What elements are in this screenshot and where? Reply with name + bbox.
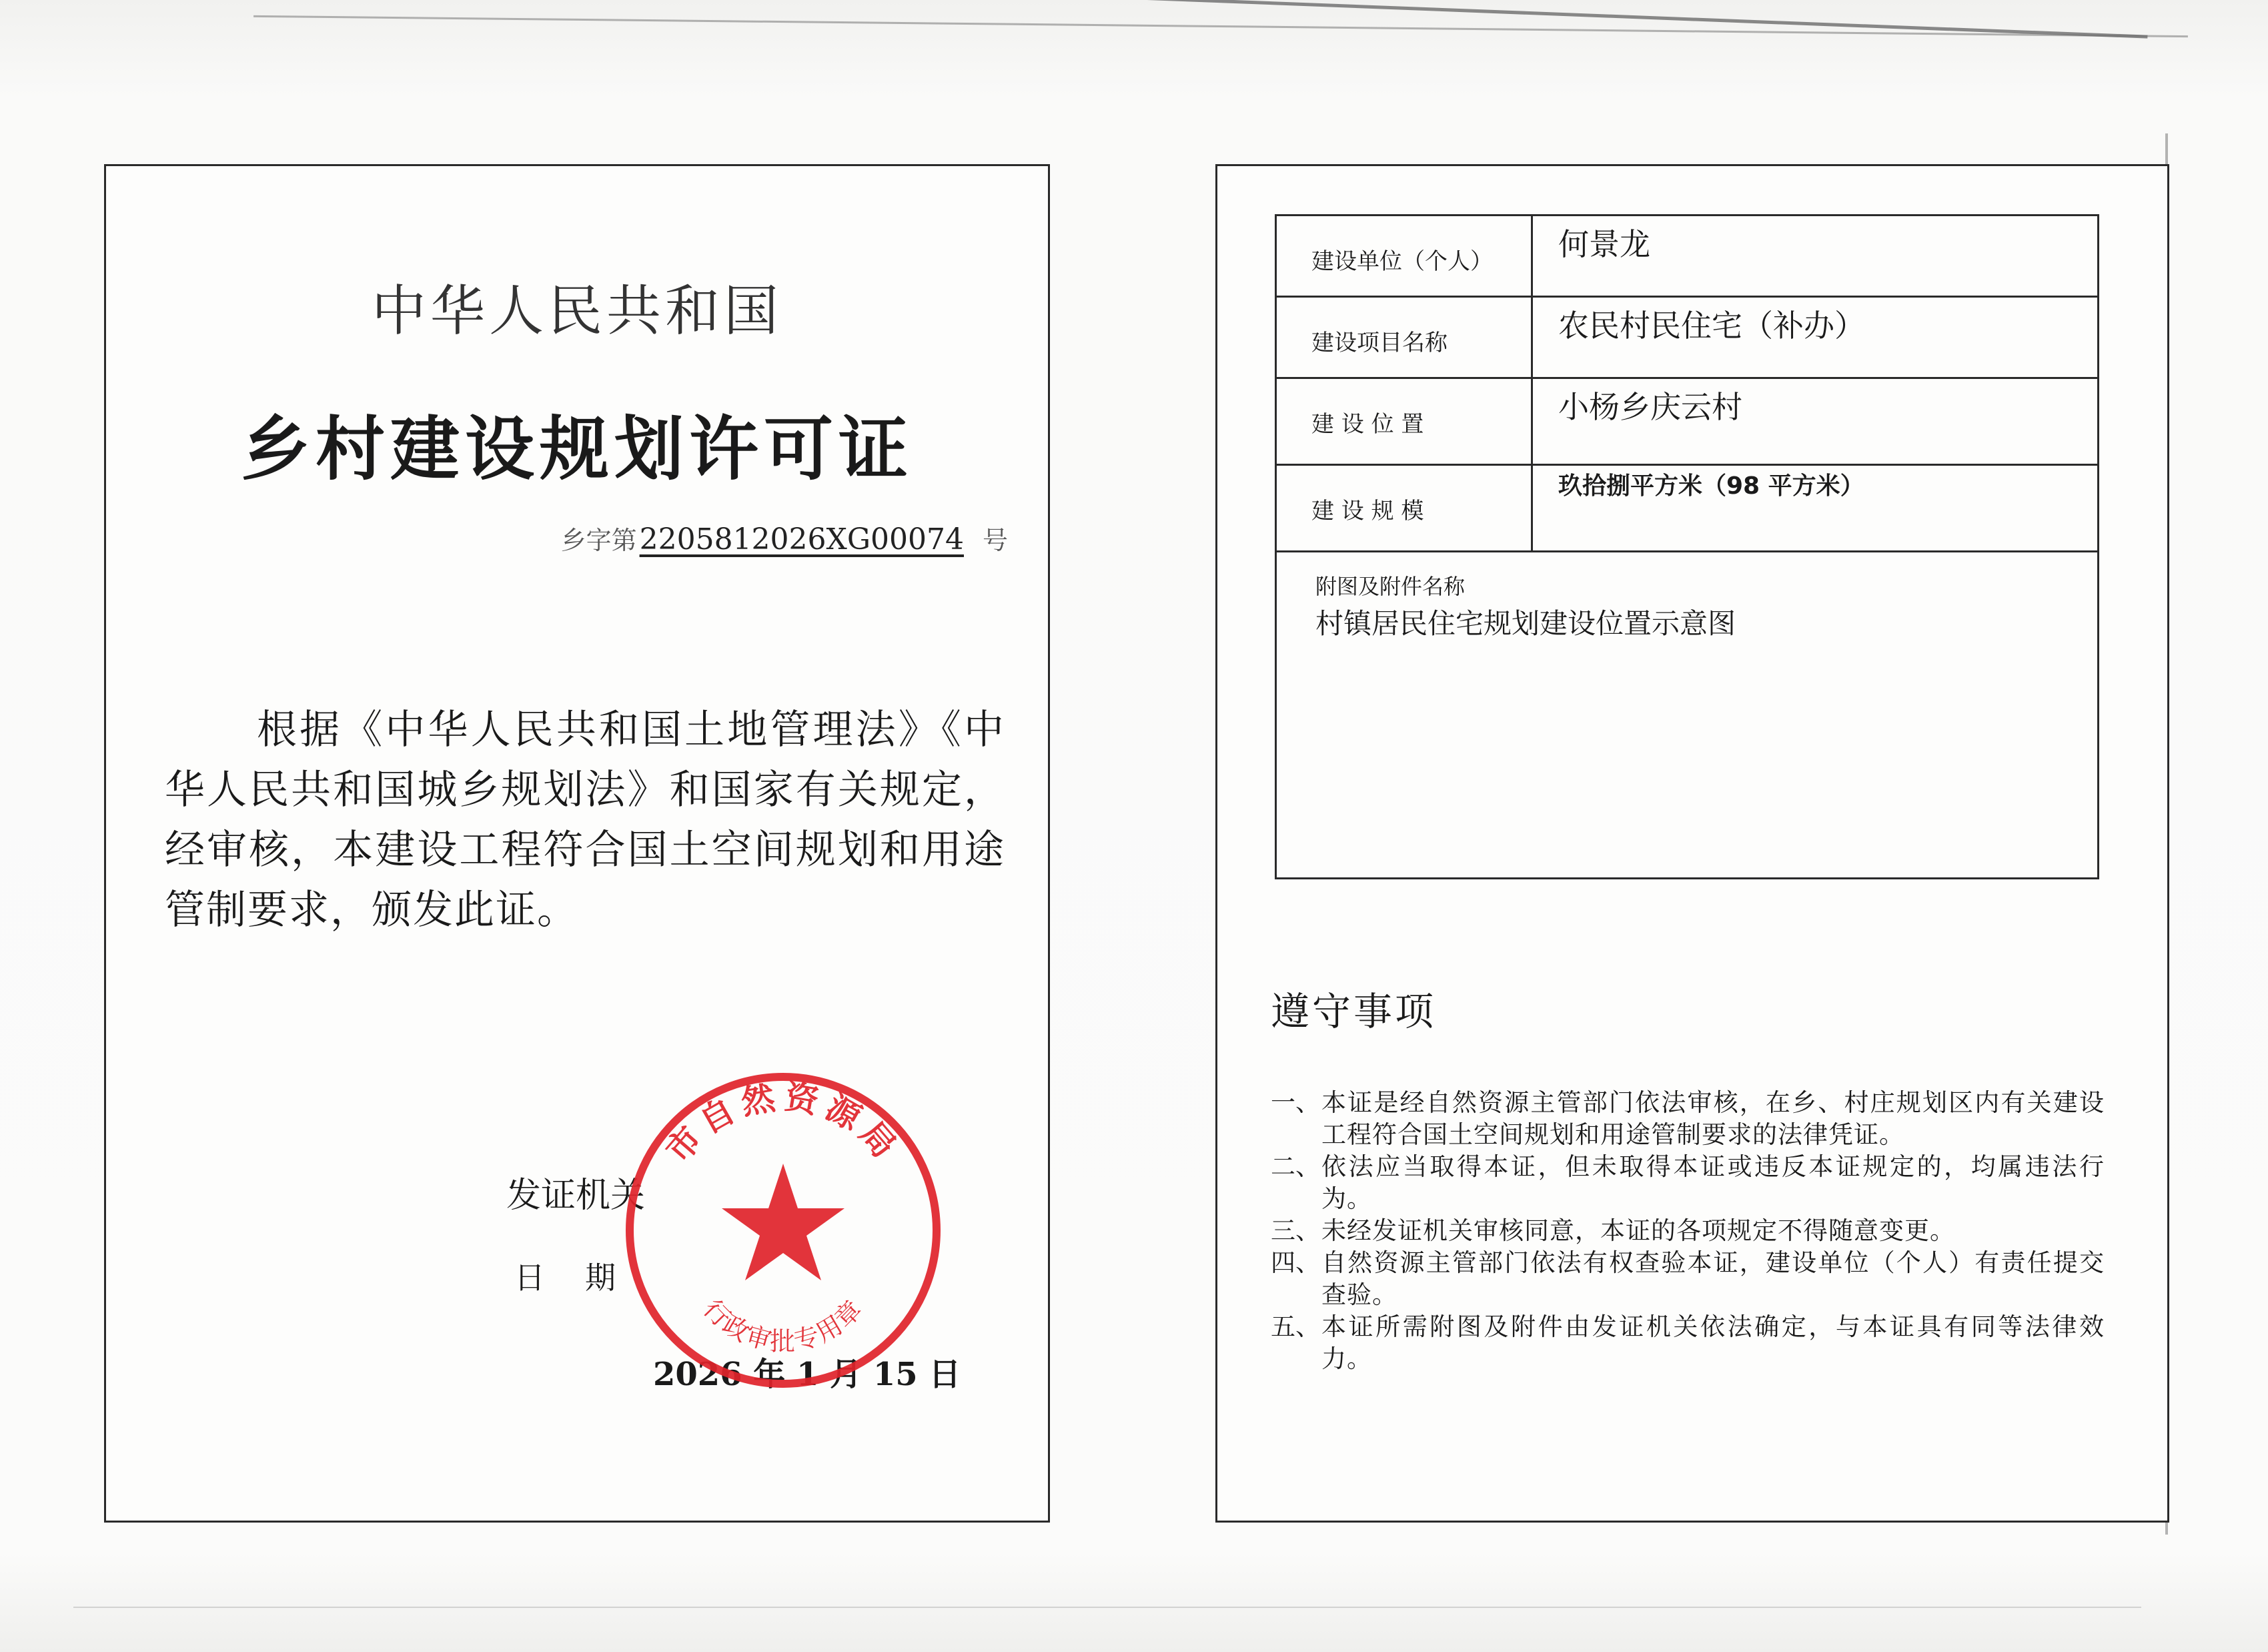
license-title: 乡村建设规划许可证 bbox=[240, 408, 913, 490]
list-item bbox=[1271, 1215, 2105, 1247]
rule-marker: 一、 bbox=[1271, 1088, 1320, 1117]
rules-list bbox=[1271, 1087, 2105, 1375]
builder-value: 何景龙 bbox=[1532, 216, 2099, 297]
rule-text: 未经发证机关审核同意，本证的各项规定不得随意变更。 bbox=[1321, 1216, 1955, 1245]
permit-number: 2205812026XG00074 bbox=[639, 522, 964, 556]
table-row bbox=[1276, 378, 2099, 465]
permit-number-line bbox=[561, 520, 1008, 556]
rule-text: 自然资源主管部门依法有权查验本证，建设单位（个人）有责任提交查验。 bbox=[1321, 1248, 2105, 1309]
seal-text-top: 市自然资源局 bbox=[658, 1077, 908, 1170]
list-item bbox=[1271, 1151, 2105, 1215]
scale-value: 玖拾捌平方米（98 平方米） bbox=[1532, 465, 2099, 552]
location-label: 建 设 位 置 bbox=[1276, 378, 1532, 465]
country-name: 中华人民共和国 bbox=[371, 280, 782, 343]
issuer-label: 发证机关 bbox=[506, 1176, 646, 1216]
table-row bbox=[1276, 465, 2099, 552]
seal-text-bottom: 行政审批专用章 bbox=[697, 1294, 869, 1356]
seal-star-icon bbox=[722, 1164, 844, 1280]
location-value: 小杨乡庆云村 bbox=[1532, 378, 2099, 465]
svg-text:行政审批专用章 bbox=[698, 1294, 869, 1356]
rule-text: 依法应当取得本证，但未取得本证或违反本证规定的，均属违法行为。 bbox=[1321, 1152, 2105, 1213]
license-back-page bbox=[1215, 164, 2169, 1523]
official-seal bbox=[606, 1054, 960, 1407]
list-item bbox=[1271, 1311, 2105, 1375]
project-name-value: 农民村民住宅（补办） bbox=[1532, 297, 2099, 378]
date-label: 日期 bbox=[514, 1260, 656, 1296]
rules-title: 遵守事项 bbox=[1271, 989, 1437, 1034]
table-row bbox=[1276, 552, 2099, 879]
table-row bbox=[1276, 216, 2099, 297]
list-item bbox=[1271, 1247, 2105, 1311]
list-item bbox=[1271, 1087, 2105, 1151]
rule-marker: 二、 bbox=[1271, 1152, 1320, 1181]
attachment-cell bbox=[1276, 552, 2099, 879]
rule-marker: 三、 bbox=[1271, 1216, 1320, 1245]
attachment-value: 村镇居民住宅规划建设位置示意图 bbox=[1315, 607, 1736, 640]
rule-text: 本证是经自然资源主管部门依法审核，在乡、村庄规划区内有关建设工程符合国土空间规划和用途管制要求的法律凭证。 bbox=[1321, 1088, 2105, 1149]
scale-label: 建 设 规 模 bbox=[1276, 465, 1532, 552]
license-front-page bbox=[104, 164, 1050, 1523]
permit-suffix: 号 bbox=[982, 526, 1008, 555]
project-info-table bbox=[1275, 214, 2099, 879]
project-name-label: 建设项目名称 bbox=[1276, 297, 1532, 378]
license-body-text: 根据《中华人民共和国土地管理法》《中华人民共和国城乡规划法》和国家有关规定，经审核，本建设工程符合国土空间规划和用途管制要求，颁发此证。 bbox=[165, 707, 1005, 933]
rule-text: 本证所需附图及附件由发证机关依法确定，与本证具有同等法律效力。 bbox=[1321, 1312, 2105, 1373]
svg-text:市自然资源局 bbox=[658, 1078, 908, 1170]
rule-marker: 四、 bbox=[1271, 1248, 1320, 1277]
sheet-edge-bottom bbox=[73, 1607, 2141, 1608]
issue-date: 2026 年 1 月 15 日 bbox=[653, 1356, 961, 1393]
table-row bbox=[1276, 297, 2099, 378]
rule-marker: 五、 bbox=[1271, 1312, 1320, 1341]
builder-label: 建设单位（个人） bbox=[1276, 216, 1532, 297]
attachment-label: 附图及附件名称 bbox=[1315, 574, 1466, 599]
permit-prefix: 乡字第 bbox=[560, 526, 637, 555]
